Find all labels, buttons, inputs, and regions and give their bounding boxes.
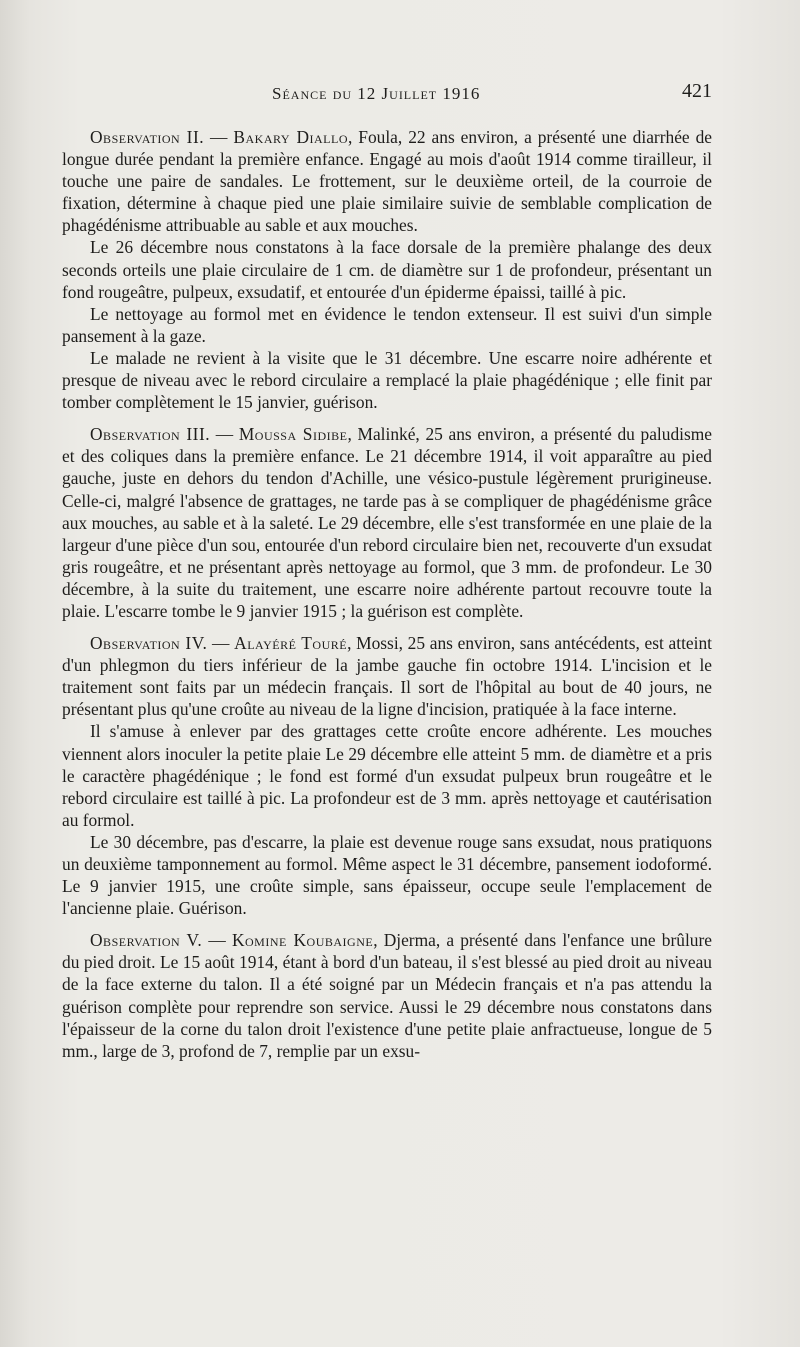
patient-name: Bakary Diallo [233, 127, 348, 147]
paragraph: Le malade ne revient à la visite que le 31 décembre. Une escarre noire adhérente et presque de niveau avec le rebord circulaire a remplacé la plaie phagédénique ; elle finit par tomber complètement le 15 janvier, guérison. [62, 347, 712, 413]
paragraph-text: , Mossi, 25 ans environ, sans antécédents, est atteint d'un phlegmon du tiers inférieur de la jambe gauche fin octobre 1914. L'incision et le traitement sont faits par un médecin français. Il sort de l'hôpital au bout de 40 jours, ne présentant plus qu'une croûte au niveau de la ligne d'incision, pratiquée à la face interne. [62, 633, 713, 720]
running-head: Séance du 12 Juillet 1916 [272, 84, 481, 103]
paragraph: Il s'amuse à enlever par des grattages cette croûte encore adhérente. Les mouches viennent alors inoculer la petite plaie Le 29 décembre elle atteint 5 mm. de diamètre et a pris le caractère phagédénique ; le fond est formé d'un exsudat pulpeux brun rougeâtre et le rebord circulaire est taillé à pic. La profondeur est de 3 mm. après nettoyage et cautérisation au formol. [62, 721, 712, 830]
observation-2-intro [62, 126, 712, 236]
observation-label: Observation II. [90, 127, 205, 147]
page-number: 421 [682, 80, 712, 102]
patient-name: Komine Koubaigne [231, 930, 374, 951]
paragraph: Le nettoyage au formol met en évidence le tendon extenseur. Il est suivi d'un simple pansement à la gaze. [62, 303, 712, 346]
observation-5-intro [62, 929, 712, 1062]
patient-name: Alayéré Touré [234, 633, 348, 654]
dash: — [210, 424, 239, 445]
observation-3-intro [62, 423, 712, 622]
observation-label: Observation III. [90, 424, 211, 445]
paragraph: Le 26 décembre nous constatons à la face dorsale de la première phalange des deux seconds orteils une plaie circulaire de 1 cm. de diamètre sur 1 de profondeur, présentant un fond rougeâtre, pulpeux, exsudatif, et entourée d'un épiderme épaissi, taillé à pic. [62, 237, 712, 302]
patient-name: Moussa Sidibe [238, 424, 348, 445]
paragraph-text: , Malinké, 25 ans environ, a présenté du paludisme et des coliques dans la première enfance. Le 21 décembre 1914, il voit apparaître au pied gauche, juste en dehors du tendon d'Achille, une vésico-pustule légèrement prurigineuse. Celle-ci, malgré l'absence de grattages, ne tarde pas à se compliquer de phagédénisme grâce aux mouches, au sable et à la saleté. Le 29 décembre, elle s'est transformée en une plaie de la largeur d'une pièce d'un sou, entourée d'un rebord circulaire bien net, recouverte d'un exsudat gris rougeâtre, et ne présentant après nettoyage au formol, que 3 mm. de profondeur. Le 30 décembre, à la suite du traitement, une escarre noire adhérente partout recouvre toute la plaie. L'escarre tombe le 9 janvier 1915 ; la guérison est complète. [62, 424, 712, 621]
dash: — [202, 930, 232, 951]
paragraph: Le 30 décembre, pas d'escarre, la plaie est devenue rouge sans exsudat, nous pratiquons un deuxième tamponnement au formol. Même aspect le 31 décembre, pansement iodoformé. Le 9 janvier 1915, une croûte simple, sans épaisseur, occupe seule l'emplacement de l'ancienne plaie. Guérison. [62, 831, 712, 919]
observation-label: Observation V. [90, 930, 203, 951]
page-header [62, 80, 712, 110]
observation-4-intro [62, 632, 712, 720]
dash: — [207, 633, 235, 654]
paragraph-text: , Foula, 22 ans environ, a présenté une diarrhée de longue durée pendant la première enfance. Engagé au mois d'août 1914 comme tirailleur, il touche une paire de sandales. Le frottement, sur le deuxième orteil, de la courroie de fixation, détermine à chaque pied une plaie similaire suivie de semblable complication de phagédénisme attribuable au sable et aux mouches. [62, 127, 712, 236]
dash: — [204, 127, 234, 147]
observation-label: Observation IV. [90, 633, 208, 654]
page-body [62, 126, 712, 1062]
paragraph-text: , Djerma, a présenté dans l'enfance une brûlure du pied droit. Le 15 août 1914, étant à bord d'un bateau, il s'est blessé au pied droit au niveau de la face externe du talon. Il a été soigné par un Médecin français et n'a pas attendu la guérison complète pour reprendre son service. Aussi le 29 décembre nous constatons dans l'épaisseur de la corne du talon droit l'existence d'une petite plaie anfractueuse, longue de 5 mm., large de 3, profond de 7, remplie par un exsu- [62, 930, 712, 1061]
